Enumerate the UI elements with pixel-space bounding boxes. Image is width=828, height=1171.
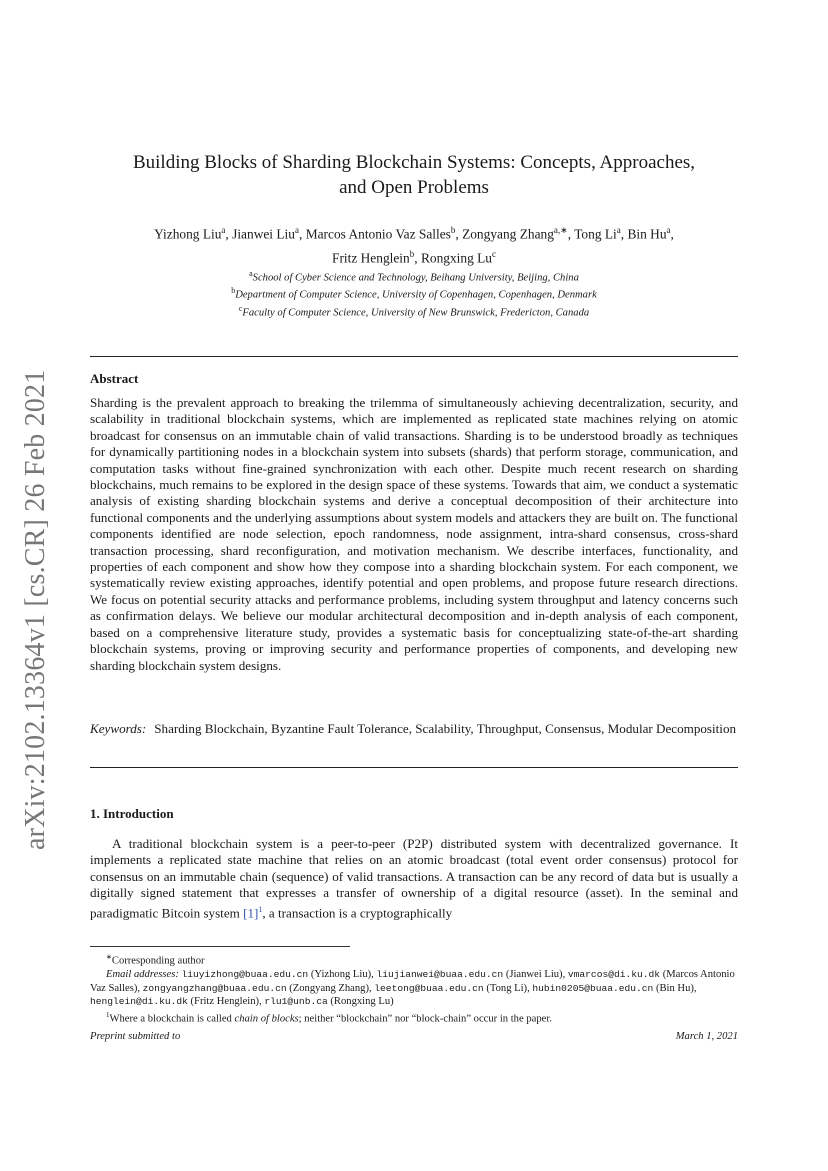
section-heading-introduction: 1. Introduction: [90, 806, 174, 821]
author-name: Yizhong Liu: [154, 226, 222, 242]
author-name: Marcos Antonio Vaz Salles: [305, 226, 451, 242]
keywords-text: Sharding Blockchain, Byzantine Fault Tolerance, Scalability, Throughput, Consensus, Modular Decomposition: [154, 721, 737, 736]
author-line-2: Fritz Henglein$^b$, Rongxing Lu$^c$: [332, 249, 496, 266]
title-line-2: and Open Problems: [339, 177, 489, 198]
footnote-text: Corresponding author: [111, 955, 205, 967]
email-address[interactable]: liujianwei@buaa.edu.cn: [376, 969, 504, 981]
footnotes: [90, 951, 738, 1026]
intro-text-part-1: A traditional blockchain system is a peer-to-peer (P2P) distributed system with decentralized governance. It implements a replicated state machine that relies on an atomic broadcast (total event order consensus) protocol for consensus on an immutable chain (sequence) of valid transactions. A transaction can be any record of data but is usually a digitally signed statement that expresses a transfer of ownership of a digital resource (asset). In the seminal and paradigmatic Bitcoin system: [90, 836, 738, 920]
abstract-top-divider: [90, 356, 738, 357]
author-affiliation-mark: a: [294, 225, 299, 235]
email-owner: (Rongxing Lu): [330, 996, 394, 1008]
keywords: [90, 721, 738, 737]
affiliation-text: Faculty of Computer Science, University of New Brunswick, Fredericton, Canada: [242, 307, 590, 319]
author-name: Rongxing Lu: [420, 250, 492, 266]
author-affiliation-mark: a,∗: [553, 225, 568, 235]
introduction-paragraph: [90, 836, 738, 921]
footnote-email-addresses: [90, 968, 738, 1009]
affiliation-item: [90, 303, 738, 320]
affiliation-text: Department of Computer Science, University of Copenhagen, Copenhagen, Denmark: [235, 289, 597, 301]
email-address[interactable]: henglein@di.ku.dk: [90, 996, 188, 1008]
arxiv-identifier-stamp: arXiv:2102.13364v1 [cs.CR] 26 Feb 2021: [20, 369, 51, 850]
footnote-divider: [90, 946, 350, 947]
abstract-heading: Abstract: [90, 371, 139, 386]
affiliation-mark: c: [238, 303, 243, 313]
affiliation-mark: a: [249, 269, 253, 278]
author-affiliation-mark: c: [491, 249, 496, 260]
keywords-label: Keywords:: [90, 721, 147, 736]
email-owner: (Fritz Henglein),: [190, 996, 262, 1008]
email-address[interactable]: zongyangzhang@buaa.edu.cn: [142, 982, 287, 994]
footnote-1: [90, 1009, 738, 1026]
author-affiliation-mark: b: [450, 225, 456, 235]
email-address[interactable]: liuyizhong@buaa.edu.cn: [181, 969, 309, 981]
intro-text-part-2: , a transaction is a cryptographically: [262, 904, 453, 920]
email-address[interactable]: hubin0205@buaa.edu.cn: [532, 982, 654, 994]
email-address[interactable]: rlu1@unb.ca: [264, 996, 328, 1008]
affiliation-text: School of Cyber Science and Technology, Beihang University, Beijing, China: [252, 272, 579, 284]
email-owner: (Yizhong Liu),: [310, 969, 374, 981]
author-name: Jianwei Liu: [232, 226, 295, 242]
email-owner: (Tong Li),: [486, 982, 530, 994]
author-affiliation-mark: b: [409, 249, 415, 260]
affiliation-item: [90, 268, 738, 285]
email-label: Email addresses:: [106, 969, 179, 981]
title-line-1: Building Blocks of Sharding Blockchain Systems: Concepts, Approaches,: [132, 152, 696, 173]
footer-date: March 1, 2021: [675, 1031, 738, 1042]
email-owner: (Jianwei Liu),: [505, 969, 566, 981]
author-affiliation-mark: a: [666, 225, 671, 235]
citation-link[interactable]: [1]: [243, 904, 259, 920]
abstract-bottom-divider: [90, 767, 738, 768]
footnote-mark: ∗: [106, 953, 112, 961]
affiliation-list: [90, 268, 738, 320]
author-name: Tong Li: [574, 226, 617, 242]
email-address[interactable]: vmarcos@di.ku.dk: [567, 969, 661, 981]
abstract-body: Sharding is the prevalent approach to breaking the trilemma of simultaneously achieving decentralization, security, and scalability in traditional blockchain systems, which are implemented as replicated state machines relying on atomic broadcast for consensus on an immutable chain of valid transactions. Sharding is to be understood broadly as techniques for dynamically partitioning nodes in a blockchain system into subsets (shards) that perform storage, communication, and computation tasks without fine-grained synchronization with each other. Despite much recent research on sharding blockchains, much remains to be explored in the design space of these systems. Towards that aim, we conduct a systematic analysis of existing sharding blockchain systems and derive a conceptual decomposition of their architecture into functional components and the underlying assumptions about system models and attackers they are built on. The functional components identified are node selection, epoch randomness, node assignment, intra-shard consensus, cross-shard transaction processing, shard reconfiguration, and motivation mechanism. We describe interfaces, functionality, and properties of each component and show how they compose into a sharding blockchain system. For each component, we systematically review existing approaches, identify potential and open problems, and propose future research directions. We focus on potential security attacks and performance problems, including system throughput and latency concerns such as confirmation delays. We believe our modular architectural decomposition and in-depth analysis of each component, based on a comprehensive literature study, provides a systematic basis for conceptualizing state-of-the-art sharding blockchain systems, proving or improving security and performance properties of components, and developing new sharding blockchain system designs.: [90, 395, 738, 673]
paper-title: [90, 150, 738, 200]
author-list: [90, 220, 738, 269]
email-owner: (Zongyang Zhang),: [289, 982, 372, 994]
affiliation-item: [90, 285, 738, 302]
footer-preprint-note: Preprint submitted to: [90, 1031, 181, 1042]
author-name: Bin Hu: [627, 226, 667, 242]
affiliation-mark: b: [231, 286, 236, 296]
footnote-mark: 1: [106, 1010, 110, 1019]
author-affiliation-mark: a: [221, 225, 226, 235]
email-owner: (Bin Hu),: [655, 982, 697, 994]
footnote-corresponding-author: [90, 951, 738, 968]
author-name: Fritz Henglein: [332, 250, 410, 266]
email-owner: (Marcos Antonio Vaz Salles),: [90, 969, 735, 994]
footnote-reference[interactable]: 1: [258, 904, 263, 914]
author-line-1: Yizhong Liu$^a$, Jianwei Liu$^a$, Marcos Antonio Vaz Salles$^b$, Zongyang Zhang$^{a,∗}$, Tong Li$^a$, Bin Hu$^a$,: [154, 225, 674, 242]
author-affiliation-mark: a: [616, 225, 621, 235]
email-address[interactable]: leetong@buaa.edu.cn: [374, 982, 484, 994]
footnote-text: ; neither “blockchain” nor “block-chain” occur in the paper.: [298, 1013, 552, 1025]
footnote-text: Where a blockchain is called: [109, 1013, 235, 1025]
footnote-emphasis: chain of blocks: [234, 1013, 299, 1025]
author-name: Zongyang Zhang: [462, 226, 554, 242]
